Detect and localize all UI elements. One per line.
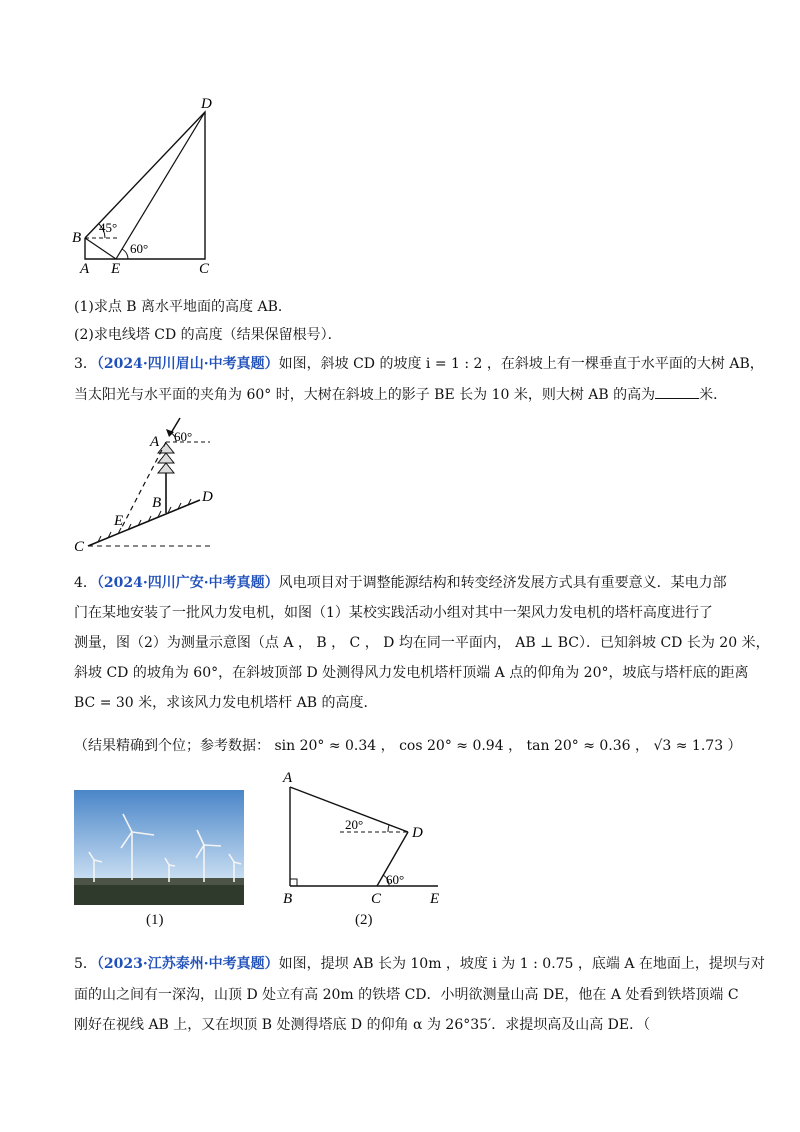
q4-text1: 风电项目对于调整能源结构和转变经济发展方式具有重要意义．某电力部 xyxy=(278,575,727,591)
fig4-angle-60: 60° xyxy=(386,872,405,887)
q3-number: 3． xyxy=(74,356,97,372)
q2-part2: (2)求电线塔 CD 的高度（结果保留根号）． xyxy=(74,327,342,343)
q3-text2: 当太阳光与水平面的夹角为 60° 时，大树在斜坡上的影子 BE 长为 10 米，则大树 AB 的高为 xyxy=(74,387,656,403)
fig3-label-D: D xyxy=(202,489,213,505)
label-E: E xyxy=(111,261,121,277)
q4-number: 4． xyxy=(74,575,97,591)
label-D: D xyxy=(201,96,212,112)
fig3-label-E: E xyxy=(114,513,124,529)
q3-line2 xyxy=(74,384,727,406)
q3-text1: 如图，斜坡 CD 的坡度 i = 1 : 2 ，在斜坡上有一棵垂直于水平面的大树 AB， xyxy=(278,356,764,372)
q4-line1 xyxy=(74,572,727,594)
fig4-label-C: C xyxy=(371,891,382,907)
q2-part1: (1)求点 B 离水平地面的高度 AB． xyxy=(74,299,292,315)
q3-line1 xyxy=(74,353,764,375)
q4-source[interactable]: （2024·四川广安·中考真题） xyxy=(96,575,279,591)
q3-text2-end: 米． xyxy=(699,387,728,403)
fig4-label-A: A xyxy=(283,770,293,786)
q4-line4: 斜坡 CD 的坡角为 60°，在斜坡顶部 D 处测得风力发电机塔杆顶端 A 点的仰角为 20°，坡底与塔杆底的距离 xyxy=(74,665,749,681)
q3-source[interactable]: （2024·四川眉山·中考真题） xyxy=(96,356,279,372)
fig3-angle-60: 60° xyxy=(174,429,193,444)
fig4-label-B: B xyxy=(283,891,293,907)
figure-3-diagram xyxy=(70,415,230,555)
answer-blank[interactable] xyxy=(655,384,699,399)
label-A: A xyxy=(80,261,90,277)
q5-text1: 如图，提坝 AB 长为 10m ，坡度 i 为 1 : 0.75 ，底端 A 在地面上，提坝与对 xyxy=(278,956,765,972)
fig4-label-E: E xyxy=(430,891,440,907)
caption-2: (2) xyxy=(355,912,373,928)
wind-turbine-photo xyxy=(74,790,244,905)
caption-1: (1) xyxy=(146,912,164,928)
q4-line6: （结果精确到个位；参考数据： sin 20° ≈ 0.34 ， cos 20° ≈ 0.94 ， tan 20° ≈ 0.36 ， √3 ≈ 1.73 ） xyxy=(74,738,742,754)
q4-line3: 测量，图（2）为测量示意图（点 A ， B ， C ， D 均在同一平面内， AB ⊥ BC）．已知斜坡 CD 长为 20 米， xyxy=(74,635,770,651)
q5-line3: 刚好在视线 AB 上，又在坝顶 B 处测得塔底 D 的仰角 α 为 26°35′．求提坝高及山高 DE．（ xyxy=(74,1017,651,1033)
fig3-label-C: C xyxy=(74,539,85,555)
q4-line2: 门在某地安装了一批风力发电机，如图（1）某校实践活动小组对其中一架风力发电机的塔杆高度进行了 xyxy=(74,605,713,621)
q5-source[interactable]: （2023·江苏泰州·中考真题） xyxy=(96,956,279,972)
angle-45: 45° xyxy=(99,220,118,235)
q5-number: 5． xyxy=(74,956,97,972)
figure-4-diagram xyxy=(278,770,448,935)
angle-60: 60° xyxy=(130,241,149,256)
figure-1-diagram xyxy=(60,90,230,280)
fig3-label-A: A xyxy=(150,434,160,450)
fig4-angle-20: 20° xyxy=(345,817,364,832)
label-B: B xyxy=(72,230,82,246)
q5-line2: 面的山之间有一深沟，山顶 D 处立有高 20m 的铁塔 CD．小明欲测量山高 DE，他在 A 处看到铁塔顶端 C xyxy=(74,987,739,1003)
fig4-label-D: D xyxy=(412,825,423,841)
q4-line5: BC = 30 米，求该风力发电机塔杆 AB 的高度． xyxy=(74,695,378,711)
q5-line1 xyxy=(74,953,765,975)
fig3-label-B: B xyxy=(152,495,162,511)
label-C: C xyxy=(199,261,210,277)
